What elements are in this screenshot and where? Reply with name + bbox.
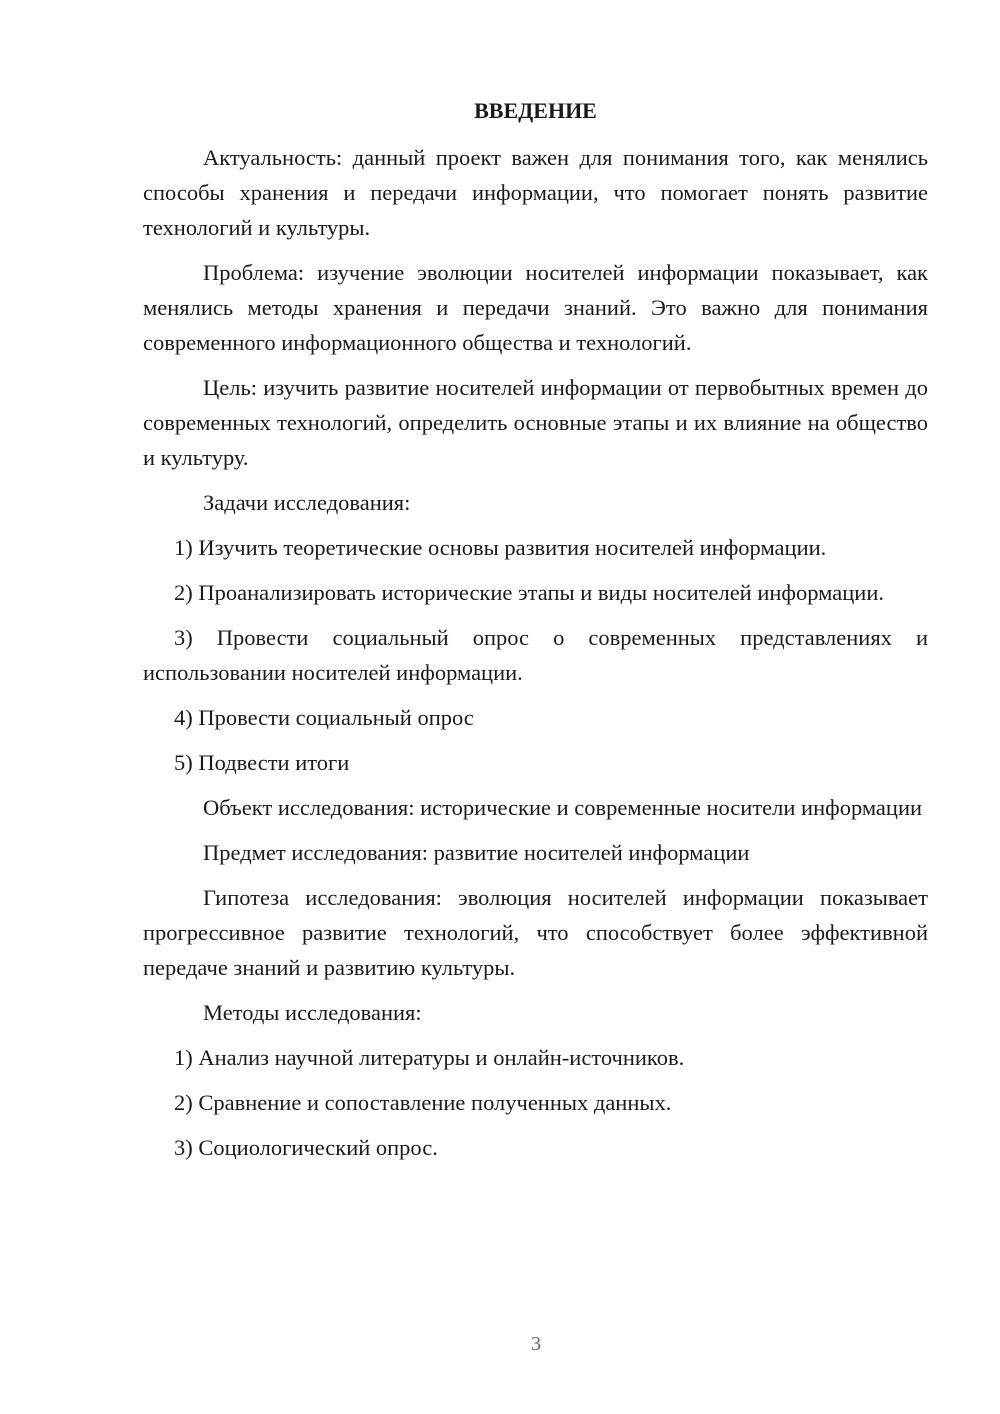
relevance-paragraph: Актуальность: данный проект важен для понимания того, как менялись способы хранения и передачи информации, что помогает понять развитие технологий и культуры.	[143, 145, 928, 240]
goal-paragraph: Цель: изучить развитие носителей информации от первобытных времен до современных технологий, определить основные этапы и их влияние на общество и культуру.	[143, 375, 928, 470]
task-item-4: 4) Провести социальный опрос	[174, 705, 474, 730]
methods-heading: Методы исследования:	[203, 1000, 422, 1025]
tasks-heading: Задачи исследования:	[203, 490, 411, 515]
task-item-5: 5) Подвести итоги	[174, 750, 350, 775]
task-item-2: 2) Проанализировать исторические этапы и виды носителей информации.	[174, 580, 884, 605]
method-item-1: 1) Анализ научной литературы и онлайн-источников.	[174, 1045, 685, 1070]
research-subject-paragraph: Предмет исследования: развитие носителей информации	[203, 840, 750, 865]
method-item-2: 2) Сравнение и сопоставление полученных данных.	[174, 1090, 672, 1115]
page-content	[143, 92, 928, 1175]
method-item-3: 3) Социологический опрос.	[174, 1135, 438, 1160]
page-title: ВВЕДЕНИЕ	[474, 98, 597, 123]
hypothesis-paragraph: Гипотеза исследования: эволюция носителей информации показывает прогрессивное развитие технологий, что способствует более эффективной передаче знаний и развитию культуры.	[143, 885, 928, 980]
research-object-paragraph: Объект исследования: исторические и современные носители информации	[203, 795, 923, 820]
task-item-1: 1) Изучить теоретические основы развития носителей информации.	[174, 535, 827, 560]
task-item-3: 3) Провести социальный опрос о современных представлениях и использовании носителей информации.	[143, 625, 928, 685]
problem-paragraph: Проблема: изучение эволюции носителей информации показывает, как менялись методы хранения и передачи знаний. Это важно для понимания современного информационного общества и технологий.	[143, 260, 928, 355]
page-number: 3	[531, 1333, 541, 1355]
